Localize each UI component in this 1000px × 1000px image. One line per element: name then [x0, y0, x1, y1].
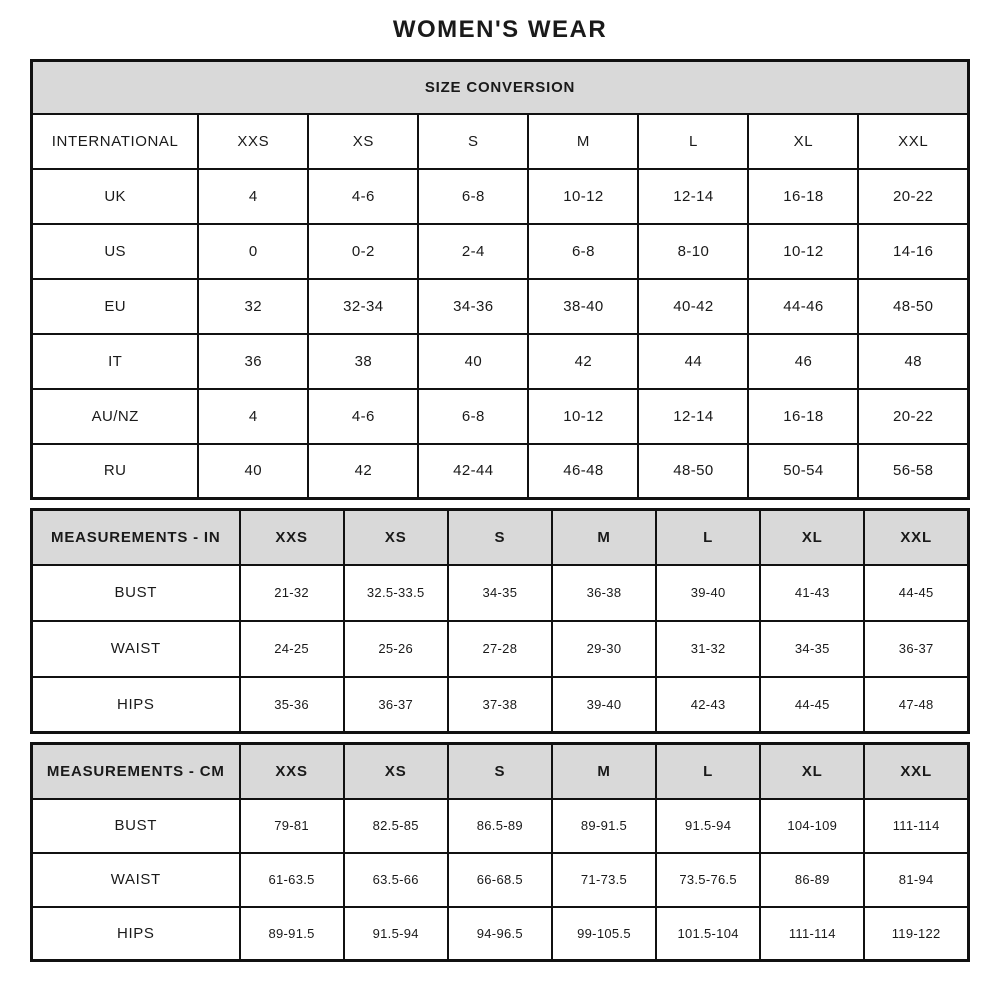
table-cell: 0-2 [308, 224, 418, 279]
table-cell: 4-6 [308, 389, 418, 444]
table-cell: 111-114 [760, 907, 864, 961]
table-cell: 8-10 [638, 224, 748, 279]
table-cell: 39-40 [552, 677, 656, 733]
size-column-header: XXS [198, 114, 308, 169]
measurements-cm-corner-header: MEASUREMENTS - CM [32, 744, 240, 799]
table-row [32, 444, 969, 499]
measurements-in-corner-header: MEASUREMENTS - IN [32, 510, 240, 565]
table-cell: 119-122 [864, 907, 968, 961]
table-cell: 16-18 [748, 169, 858, 224]
table-cell: 35-36 [240, 677, 344, 733]
table-cell: 21-32 [240, 565, 344, 621]
table-cell: 36 [198, 334, 308, 389]
table-cell: 4 [198, 389, 308, 444]
table-cell: 101.5-104 [656, 907, 760, 961]
table-cell: 16-18 [748, 389, 858, 444]
table-cell: 61-63.5 [240, 853, 344, 907]
table-cell: 48-50 [638, 444, 748, 499]
size-column-header: M [552, 744, 656, 799]
size-conversion-title: SIZE CONVERSION [32, 61, 969, 114]
table-cell: 39-40 [656, 565, 760, 621]
table-cell: 12-14 [638, 389, 748, 444]
table-cell: 36-37 [864, 621, 968, 677]
table-cell: 24-25 [240, 621, 344, 677]
table-row [32, 224, 969, 279]
table-cell: 6-8 [418, 389, 528, 444]
table-row [32, 621, 969, 677]
table-header-row [32, 510, 969, 565]
table-cell: 4-6 [308, 169, 418, 224]
table-cell: 91.5-94 [656, 799, 760, 853]
table-cell: 10-12 [748, 224, 858, 279]
size-column-header: S [448, 510, 552, 565]
size-column-header: XXS [240, 510, 344, 565]
table-cell: 99-105.5 [552, 907, 656, 961]
size-column-header: XS [344, 510, 448, 565]
table-cell: 86-89 [760, 853, 864, 907]
table-row [32, 853, 969, 907]
row-label: WAIST [32, 853, 240, 907]
table-cell: 32.5-33.5 [344, 565, 448, 621]
table-cell: 48 [858, 334, 968, 389]
table-cell: 48-50 [858, 279, 968, 334]
page-title: WOMEN'S WEAR [392, 16, 608, 43]
table-row [32, 169, 969, 224]
table-cell: 27-28 [448, 621, 552, 677]
table-cell: 42 [308, 444, 418, 499]
row-label: BUST [32, 565, 240, 621]
row-label: HIPS [32, 677, 240, 733]
table-cell: 31-32 [656, 621, 760, 677]
table-cell: 44-45 [760, 677, 864, 733]
size-column-header: XXL [858, 114, 968, 169]
table-header-row [32, 114, 969, 169]
table-cell: 44 [638, 334, 748, 389]
table-cell: 91.5-94 [344, 907, 448, 961]
row-label: US [32, 224, 199, 279]
table-cell: 0 [198, 224, 308, 279]
table-cell: 20-22 [858, 389, 968, 444]
table-title-row [32, 61, 969, 114]
table-cell: 32-34 [308, 279, 418, 334]
table-cell: 12-14 [638, 169, 748, 224]
row-label: HIPS [32, 907, 240, 961]
table-cell: 81-94 [864, 853, 968, 907]
table-cell: 32 [198, 279, 308, 334]
table-cell: 42-43 [656, 677, 760, 733]
table-cell: 25-26 [344, 621, 448, 677]
row-label: BUST [32, 799, 240, 853]
table-cell: 38 [308, 334, 418, 389]
table-cell: 34-35 [760, 621, 864, 677]
size-column-header: XS [308, 114, 418, 169]
size-column-header: L [638, 114, 748, 169]
table-cell: 40 [418, 334, 528, 389]
table-cell: 37-38 [448, 677, 552, 733]
row-label: IT [32, 334, 199, 389]
table-cell: 42-44 [418, 444, 528, 499]
size-column-header: L [656, 510, 760, 565]
table-cell: 104-109 [760, 799, 864, 853]
table-cell: 46-48 [528, 444, 638, 499]
table-cell: 34-35 [448, 565, 552, 621]
table-cell: 63.5-66 [344, 853, 448, 907]
table-cell: 20-22 [858, 169, 968, 224]
table-row [32, 334, 969, 389]
table-cell: 41-43 [760, 565, 864, 621]
size-column-header: S [418, 114, 528, 169]
table-cell: 44-46 [748, 279, 858, 334]
size-column-header: M [528, 114, 638, 169]
table-cell: 50-54 [748, 444, 858, 499]
table-row [32, 677, 969, 733]
table-cell: 71-73.5 [552, 853, 656, 907]
size-column-header: L [656, 744, 760, 799]
table-cell: 6-8 [418, 169, 528, 224]
table-cell: 6-8 [528, 224, 638, 279]
size-column-header: XL [748, 114, 858, 169]
table-cell: 79-81 [240, 799, 344, 853]
row-label: UK [32, 169, 199, 224]
table-cell: 10-12 [528, 389, 638, 444]
table-row [32, 907, 969, 961]
size-column-header: XL [760, 510, 864, 565]
table-cell: 47-48 [864, 677, 968, 733]
row-label: RU [32, 444, 199, 499]
table-row [32, 799, 969, 853]
measurements-cm-table [30, 742, 970, 962]
table-cell: 44-45 [864, 565, 968, 621]
table-cell: 94-96.5 [448, 907, 552, 961]
table-header-row [32, 744, 969, 799]
table-cell: 4 [198, 169, 308, 224]
size-column-header: XS [344, 744, 448, 799]
table-cell: 111-114 [864, 799, 968, 853]
table-row [32, 565, 969, 621]
table-cell: 34-36 [418, 279, 528, 334]
size-conversion-corner-header: INTERNATIONAL [32, 114, 199, 169]
table-cell: 46 [748, 334, 858, 389]
table-cell: 36-37 [344, 677, 448, 733]
table-row [32, 279, 969, 334]
row-label: EU [32, 279, 199, 334]
size-column-header: XL [760, 744, 864, 799]
size-column-header: XXS [240, 744, 344, 799]
table-cell: 89-91.5 [240, 907, 344, 961]
table-row [32, 389, 969, 444]
row-label: AU/NZ [32, 389, 199, 444]
size-conversion-table [30, 59, 970, 500]
table-cell: 56-58 [858, 444, 968, 499]
table-cell: 73.5-76.5 [656, 853, 760, 907]
table-cell: 40 [198, 444, 308, 499]
table-cell: 86.5-89 [448, 799, 552, 853]
table-cell: 2-4 [418, 224, 528, 279]
row-label: WAIST [32, 621, 240, 677]
size-column-header: S [448, 744, 552, 799]
measurements-in-table [30, 508, 970, 734]
size-column-header: XXL [864, 510, 968, 565]
size-column-header: XXL [864, 744, 968, 799]
table-cell: 66-68.5 [448, 853, 552, 907]
table-cell: 82.5-85 [344, 799, 448, 853]
table-cell: 14-16 [858, 224, 968, 279]
table-cell: 36-38 [552, 565, 656, 621]
table-cell: 42 [528, 334, 638, 389]
table-cell: 40-42 [638, 279, 748, 334]
table-cell: 38-40 [528, 279, 638, 334]
size-column-header: M [552, 510, 656, 565]
table-cell: 10-12 [528, 169, 638, 224]
table-cell: 89-91.5 [552, 799, 656, 853]
table-cell: 29-30 [552, 621, 656, 677]
